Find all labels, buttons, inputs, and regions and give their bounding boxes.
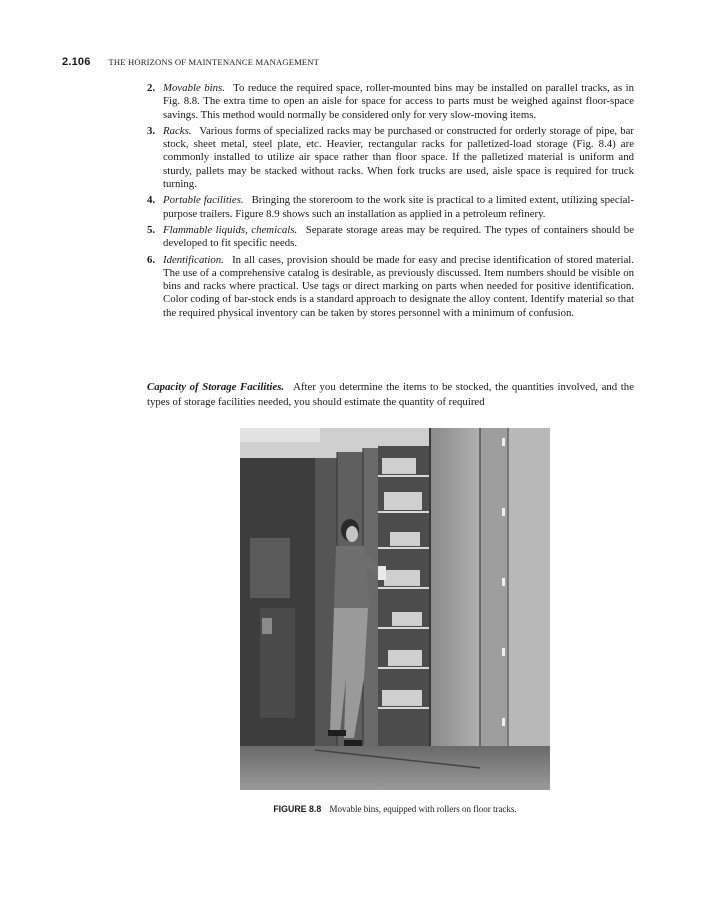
- item-text: Separate storage areas may be required. The types of containers should be developed to fit specific needs.: [163, 223, 635, 250]
- item-heading: Flammable liquids, chemicals.: [163, 223, 298, 236]
- capacity-paragraph: [147, 380, 634, 410]
- item-text: In all cases, provision should be made for easy and precise identification of stored material. The use of a comprehensive catalog is desirable, as previously discussed. Item numbers should be visible on bins and racks where practical. Use tags or direct marking on parts when needed for positive identification. Color coding of bar-stock ends is a standard approach to designate the alloy content. Identify material so that the required physical inventory can be taken by stores personnel with a minimum of confusion.: [163, 253, 634, 319]
- item-number: 6.: [147, 253, 156, 266]
- paragraph-text: After you determine the items to be stocked, the quantities involved, and the types of storage facilities needed, you should estimate the quantity of required: [147, 381, 634, 408]
- item-text: Bringing the storeroom to the work site is practical to a limited extent, utilizing special-purpose trailers. Figure 8.9 shows such an installation as applied in a petroleum refinery.: [163, 194, 634, 220]
- item-heading: Identification.: [163, 253, 224, 266]
- figure-caption-text: Movable bins, equipped with rollers on floor tracks.: [329, 804, 517, 814]
- item-number: 4.: [147, 194, 156, 207]
- running-head: [62, 52, 662, 66]
- item-heading: Racks.: [163, 124, 192, 137]
- list-item-racks: [147, 125, 634, 191]
- book-title: THE HORIZONS OF MAINTENANCE MANAGEMENT: [108, 57, 320, 67]
- figure-caption: [240, 804, 550, 814]
- item-number: 5.: [147, 223, 156, 236]
- bin-panel: [430, 428, 480, 758]
- figure-label: FIGURE 8.8: [273, 804, 322, 814]
- floor-tracks: [240, 746, 550, 790]
- page-number: 2.106: [62, 56, 91, 68]
- list-item-flammable-liquids: [147, 224, 634, 251]
- storage-methods-list: [147, 82, 634, 323]
- item-heading: Movable bins.: [163, 82, 225, 94]
- list-item-portable-facilities: [147, 194, 634, 221]
- list-item-identification: [147, 254, 634, 320]
- item-text: Various forms of specialized racks may be purchased or constructed for orderly storage of pipe, bar stock, sheet metal, steel plate, etc. Heavier, rectangular racks for palletized-load storage (Fig. 8.4) are commonly installed to utilize air space rather than floor space. If the palletized material is uniform and sturdy, pallets may be stacked without racks. When fork trucks are used, aisle space is required for truck turning.: [163, 124, 634, 191]
- item-heading: Portable facilities.: [163, 194, 244, 207]
- item-text: To reduce the required space, roller-mounted bins may be installed on parallel tracks, as in Fig. 8.8. The extra time to open an aisle for space for access to parts must be weighed against floor-space savings. This method would normally be considered only for very slow-moving items.: [163, 82, 634, 121]
- bin-panel: [508, 428, 550, 790]
- figure-photo-movable-bins: [240, 428, 550, 790]
- list-item-movable-bins: [147, 82, 634, 122]
- item-number: 2.: [147, 82, 156, 94]
- paragraph-heading: Capacity of Storage Facilities.: [147, 381, 285, 393]
- item-number: 3.: [147, 124, 156, 137]
